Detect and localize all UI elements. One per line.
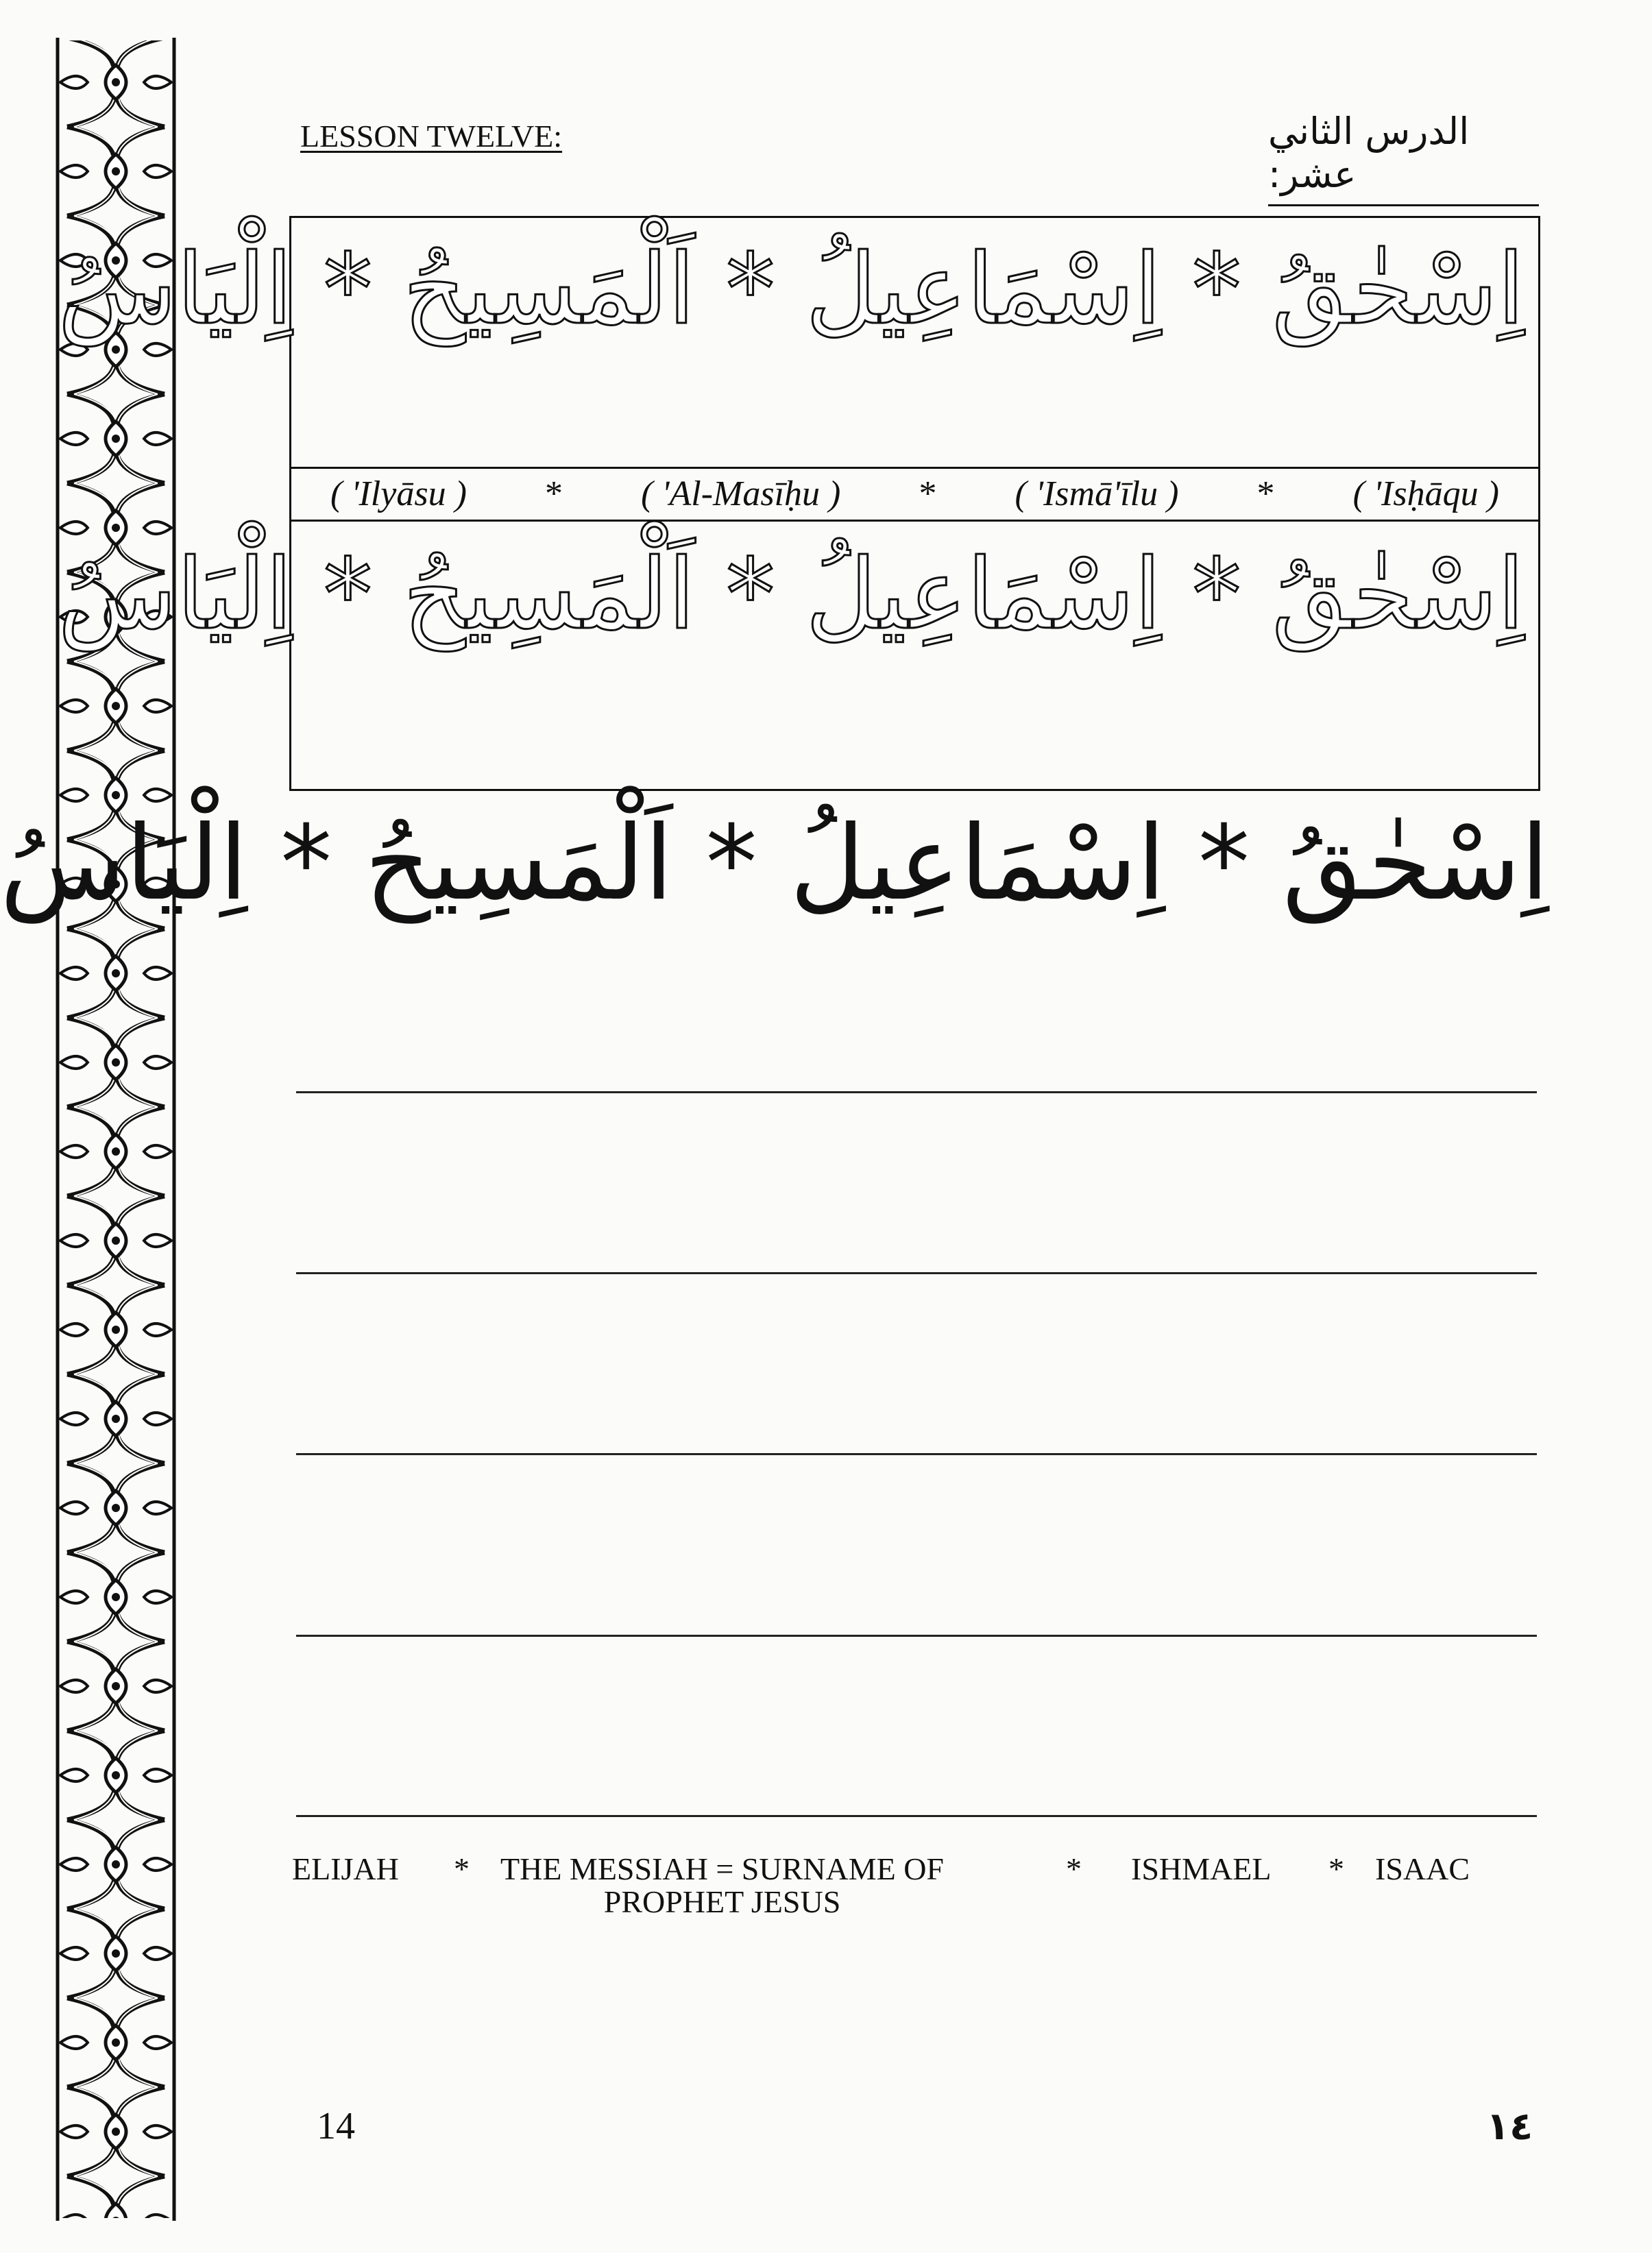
writing-line-1[interactable] bbox=[296, 1091, 1537, 1093]
translit-ismailu: ( 'Ismā'īlu ) bbox=[1015, 474, 1179, 513]
page-number-arabic: ١٤ bbox=[1486, 2104, 1533, 2149]
translit-ilyasu: ( 'Ilyāsu ) bbox=[330, 474, 467, 513]
page-number-western: 14 bbox=[317, 2105, 355, 2147]
ornamental-border-icon bbox=[53, 38, 178, 2221]
gloss-elijah: ELIJAH bbox=[292, 1851, 399, 1886]
tracing-table bbox=[58, 216, 1540, 791]
writing-line-4[interactable] bbox=[296, 1635, 1537, 1637]
transliteration-row bbox=[291, 469, 1538, 518]
lesson-title-english: LESSON TWELVE: bbox=[300, 119, 563, 154]
translit-ishaqu: ( 'Isḥāqu ) bbox=[1352, 474, 1499, 513]
translit-separator: * bbox=[1256, 474, 1275, 513]
gloss-separator: * bbox=[454, 1851, 470, 1886]
arabic-model-line: اِسْحٰقُ * اِسْمَاعِيلُ * اَلْمَسِيحُ * اِلْيَاسُ bbox=[0, 804, 1549, 923]
translit-separator: * bbox=[544, 474, 563, 513]
gloss-isaac: ISAAC bbox=[1375, 1851, 1470, 1886]
lesson-title-arabic: الدرس الثاني عشر: bbox=[1268, 110, 1539, 206]
writing-line-2[interactable] bbox=[296, 1272, 1537, 1274]
translit-separator: * bbox=[919, 474, 937, 513]
writing-line-3[interactable] bbox=[296, 1453, 1537, 1455]
writing-line-5[interactable] bbox=[296, 1815, 1537, 1817]
gloss-separator: * bbox=[1328, 1851, 1344, 1886]
gloss-messiah-line1: THE MESSIAH = SURNAME OF bbox=[500, 1851, 945, 1886]
gloss-ishmael: ISHMAEL bbox=[1131, 1851, 1272, 1886]
arabic-outline-row-1: اِسْحٰقُ * اِسْمَاعِيلُ * اَلْمَسِيحُ * اِلْيَاسُ bbox=[58, 233, 1525, 346]
translit-al-masihu: ( 'Al-Masīḥu ) bbox=[641, 474, 841, 513]
gloss-messiah-line2: PROPHET JESUS bbox=[603, 1884, 841, 1919]
table-divider-2 bbox=[291, 520, 1538, 522]
gloss-messiah bbox=[500, 1853, 944, 1918]
arabic-outline-row-2: اِسْحٰقُ * اِسْمَاعِيلُ * اَلْمَسِيحُ * اِلْيَاسُ bbox=[58, 538, 1525, 651]
gloss-separator: * bbox=[1066, 1851, 1082, 1886]
